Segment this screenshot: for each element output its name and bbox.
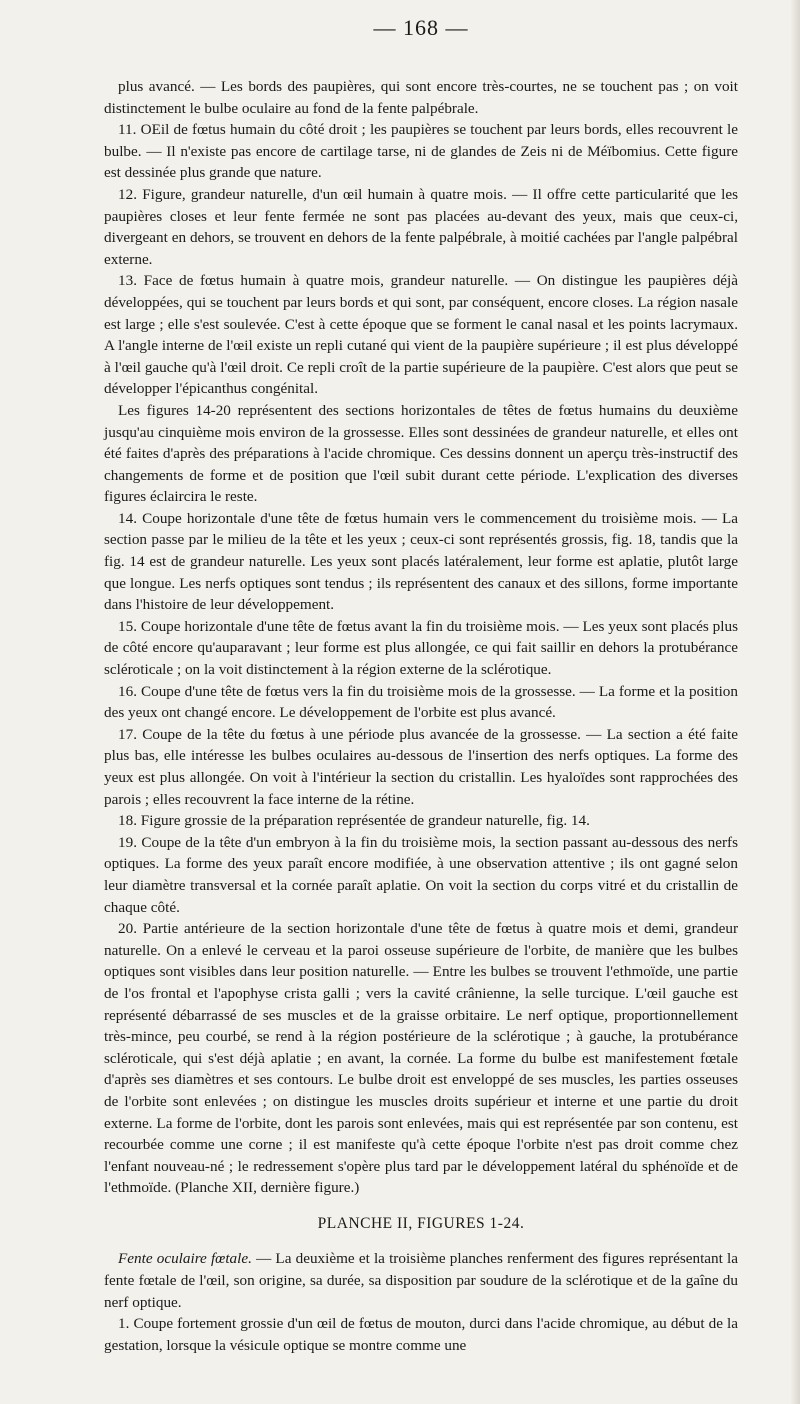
paragraph-fig-18: 18. Figure grossie de la préparation représentée de grandeur naturelle, fig. 14. — [118, 812, 590, 830]
paragraph-plate2-fig-1: 1. Coupe fortement grossie d'un œil de fœtus de mouton, durci dans l'acide chromique, au début de la gestation, lorsque la vésicule optique se montre comme une — [104, 1315, 738, 1354]
paragraph-fig-16: 16. Coupe d'une tête de fœtus vers la fin du troisième mois de la grossesse. — La forme et la position des yeux ont changé encore. Le développement de l'orbite est plus avancé. — [104, 682, 738, 722]
paragraph-fig-14: 14. Coupe horizontale d'une tête de fœtus humain vers le commencement du troisième mois. — La section passe par le milieu de la tête et les yeux ; ceux-ci sont représentés grossis, fig. 18, tandis que la fig. 14 est de grandeur naturelle. Les yeux sont placés latéralement, leur forme est aplatie, plutôt large que longue. Les nerfs optiques sont tendus ; ils représentent des canaux et des sillons, forme importante dans l'histoire de leur développement. — [104, 509, 738, 614]
page-number: — 168 — — [373, 15, 469, 40]
section-intro-text: — La deuxième et la troisième planches renferment des figures représentant la fente fœtale de l'œil, son origine, sa durée, sa disposition par soudure de la sclérotique et de la gaîne du nerf optique. — [104, 1250, 738, 1311]
paragraph-fig-19: 19. Coupe de la tête d'un embryon à la fin du troisième mois, la section passant au-dessous des nerfs optiques. La forme des yeux paraît encore modifiée, à une observation attentive ; ils ont gagné selon leur diamètre transversal et la cornée paraît aplatie. On voit la section du corps vitré et du cristallin de chaque côté. — [104, 833, 738, 916]
paragraph-fig-13: 13. Face de fœtus humain à quatre mois, grandeur naturelle. — On distingue les paupières déjà développées, qui se touchent par leurs bords et qui sont, par conséquent, encore closes. La région nasale est large ; elle s'est soulevée. C'est à cette époque que se forment le canal nasal et les points lacrymaux. A l'angle interne de l'œil existe un repli cutané qui vient de la paupière supérieure ; il est plus développé à l'œil gauche qu'à l'œil droit. Ce repli croît de la partie supérieure de la paupière. C'est alors que peut se développer l'épicanthus congénital. — [104, 272, 738, 398]
paragraph-fig-11: 11. OEil de fœtus humain du côté droit ; les paupières se touchent par leurs bords, elles recouvrent le bulbe. — Il n'existe pas encore de cartilage tarse, ni de glandes de Zeis ni de Méïbomius. Cette figure est dessinée plus grande que nature. — [104, 121, 738, 182]
paragraph-figs-14-20: Les figures 14-20 représentent des sections horizontales de têtes de fœtus humains du deuxième jusqu'au cinquième mois environ de la grossesse. Elles sont dessinées de grandeur naturelle, et elles ont été faites d'après des préparations à l'acide chromique. Ces dessins donnent un aperçu très-instructif des changements de forme et de position que l'œil subit durant cette période. L'explication des diverses figures éclaircira le reste. — [104, 401, 738, 506]
paragraph-fig-17: 17. Coupe de la tête du fœtus à une période plus avancée de la grossesse. — La section a été faite plus bas, elle intéresse les bulbes oculaires au-dessous de l'insertion des nerfs optiques. La forme des yeux est plus allongée. On voit à l'intérieur la section du cristallin. Les hyaloïdes sont rapprochées des parois ; elles recouvrent la face interne de la rétine. — [104, 725, 738, 808]
section-intro-paragraph — [104, 1248, 738, 1313]
paragraph-fig-15: 15. Coupe horizontale d'une tête de fœtus avant la fin du troisième mois. — Les yeux sont placés plus de côté encore qu'auparavant ; leur forme est plus allongée, ce qui fait saillir en dehors la protubérance scléroticale ; on la voit distinctement à la région externe de la sclérotique. — [104, 617, 738, 679]
page-edge-shadow — [790, 0, 800, 1404]
section-lead: Fente oculaire fœtale. — [118, 1250, 252, 1268]
paragraph-fig-20: 20. Partie antérieure de la section horizontale d'une tête de fœtus à quatre mois et demi, grandeur naturelle. On a enlevé le cerveau et la paroi osseuse supérieure de l'orbite, de manière que les bulbes optiques sont visibles dans leur position naturelle. — Entre les bulbes se trouvent l'ethmoïde, une partie de l'os frontal et l'apophyse crista galli ; vers la cavité crânienne, la selle turcique. L'œil gauche est représenté débarrassé de ses muscles et de la graisse orbitaire. Le nerf optique, proportionnellement très-mince, peu courbé, se rend à la région postérieure de la sclérotique ; à gauche, la protubérance scléroticale, qui s'est déjà aplatie ; en avant, la cornée. La forme du bulbe est manifestement fœtale d'après ses diamètres et ses contours. Le bulbe droit est enveloppé de ses muscles, les parties osseuses de l'orbite sont enlevées ; on distingue les muscles droits supérieur et interne et une partie du droit externe. La forme de l'orbite, dont les parois sont enlevées, mais qui est représentée par son contenu, est recourbée comme une corne ; il est manifeste qu'à cette époque l'orbite n'est pas droit comme chez l'enfant nouveau-né ; le redressement s'opère plus tard par le développement latéral du sphénoïde et de l'ethmoïde. (Planche XII, dernière figure.) — [104, 920, 738, 1197]
paragraph-continuation: plus avancé. — Les bords des paupières, qui sont encore très-courtes, ne se touchent pas ; on voit distinctement le bulbe oculaire au fond de la fente palpébrale. — [104, 78, 738, 117]
paragraph-fig-12: 12. Figure, grandeur naturelle, d'un œil humain à quatre mois. — Il offre cette particularité que les paupières closes et leur fente fermée ne sont pas placées au-devant des yeux, mais que ceux-ci, divergeant en dehors, se trouvent en dehors de la fente palpébrale, à moitié cachées par l'angle palpébral externe. — [104, 185, 738, 268]
plate-heading: PLANCHE II, FIGURES 1-24. — [317, 1214, 525, 1232]
